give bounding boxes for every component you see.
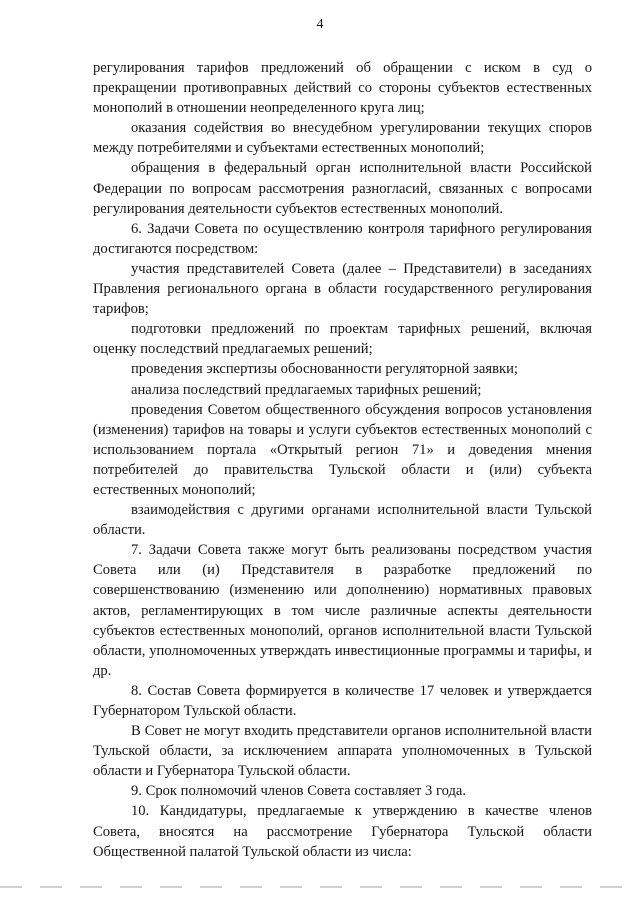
paragraph: 8. Состав Совета формируется в количестве 17 человек и утверждается Губернатором Тульской области. [93,682,592,719]
paragraph: обращения в федеральный орган исполнительной власти Российской Федерации по вопросам рассмотрения разногласий, связанных с вопросами регулирования деятельности субъектов естественных монополий. [93,160,592,217]
paragraph: регулирования тарифов предложений об обращении с иском в суд о прекращении противоправных действий со стороны субъектов естественных монополий в отношении неопределенного круга лиц; [93,60,592,117]
paragraph: 10. Кандидатуры, предлагаемые к утверждению в качестве членов Совета, вносятся на рассмотрение Губернатора Тульской области Общественной палатой Тульской области из числа: [93,803,592,860]
document-body [93,58,592,862]
scan-artifact [0,886,640,888]
paragraph: оказания содействия во внесудебном урегулировании текущих споров между потребителями и субъектами естественных монополий; [93,120,592,157]
page-number: 4 [316,17,324,32]
paragraph: проведения Советом общественного обсуждения вопросов установления (изменения) тарифов на товары и услуги субъектов естественных монополий с использованием портала «Открытый регион 71» и доведения мнения потребителей до правительства Тульской области и (или) субъекта естественных монополий; [93,401,592,498]
paragraph: проведения экспертизы обоснованности регуляторной заявки; [131,361,518,378]
paragraph: анализа последствий предлагаемых тарифных решений; [131,381,482,398]
paragraph: В Совет не могут входить представители органов исполнительной власти Тульской области, за исключением аппарата уполномоченных в Тульской области и Губернатора Тульской области. [93,723,592,780]
paragraph: участия представителей Совета (далее – Представители) в заседаниях Правления регионального органа в области государственного регулирования тарифов; [93,260,592,318]
paragraph: 9. Срок полномочий членов Совета составляет 3 года. [131,783,467,800]
paragraph: 7. Задачи Совета также могут быть реализованы посредством участия Совета или (и) Представителя в разработке предложений по совершенствованию (изменению или дополнению) нормативных правовых актов, регламентирующих в том числе различные аспекты деятельности субъектов естественных монополий, органов исполнительной власти Тульской области, уполномоченных утверждать инвестиционные программы и тарифы, и др. [93,542,592,679]
paragraph: подготовки предложений по проектам тарифных решений, включая оценку последствий предлагаемых решений; [93,321,592,358]
paragraph: 6. Задачи Совета по осуществлению контроля тарифного регулирования достигаются посредством: [93,220,592,257]
paragraph: взаимодействия с другими органами исполнительной власти Тульской области. [93,502,592,539]
